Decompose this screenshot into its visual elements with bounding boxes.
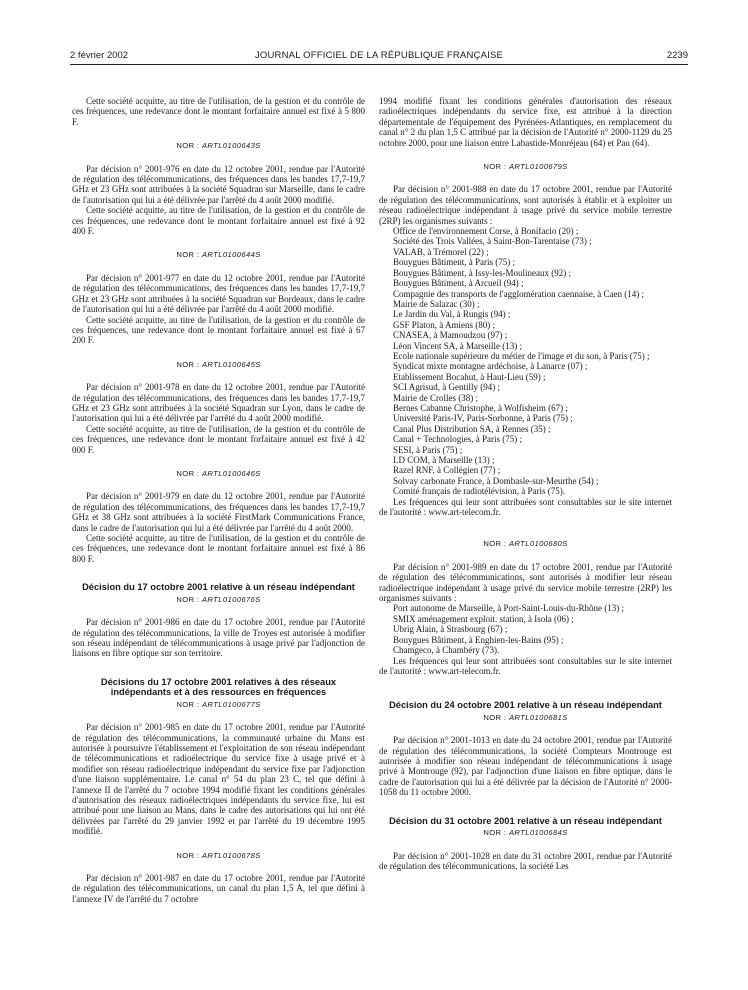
paragraph: Les fréquences qui leur sont attribuées sont consultables sur le site internet de l'autorité : www.art-telecom.fr. [379,655,672,676]
list-item: Syndicat mixte montagne ardéchoise, à Lanarce (07) ; [393,361,588,372]
nor-code: ARTL0100680S [508,539,568,549]
list-item: Compagnie des transports de l'agglomération caennaise, à Caen (14) ; [393,288,645,299]
nor-reference [72,851,365,861]
paragraph: Cette société acquitte, au titre de l'utilisation, de la gestion et du contrôle de ces fréquences, une redevance dont le montant forfaitaire annuel est fixé à 92 400 F. [72,205,365,237]
nor-code: ARTL0100645S [201,359,261,369]
list-item: Solvay carbonate France, à Dombasle-sur-Meurthe (54) ; [393,475,599,486]
paragraph: Cette société acquitte, au titre de l'utilisation, de la gestion et du contrôle de ces fréquences, une redevance dont le montant forfaitaire annuel est fixé à 5 800 F. [72,96,365,127]
list-item: VALAB, à Trémorel (22) ; [393,246,489,257]
list-item: Etablissement Bocahut, à Haut-Lieu (59) ; [393,371,546,382]
organisation-list [379,226,672,497]
nor-code: ARTL0100677S [201,699,261,709]
list-item: Léon Vincent SA, à Marseille (13) ; [393,340,523,351]
list-item: LD COM, à Marseille (13) ; [393,455,495,465]
nor-prefix: NOR : [176,850,200,860]
nor-prefix: NOR : [483,162,507,172]
nor-code: ARTL0100684S [508,828,568,838]
paragraph: Par décision n° 2001-989 en date du 17 octobre 2001, rendue par l'Autorité de régulation des télécommunications, sont autorisés à modifier leur réseau radioélectrique indépendant à usage privé du service mobile terrestre (2RP) les organismes suivants : [379,561,672,604]
paragraph: 1994 modifié fixant les conditions générales d'autorisation des réseaux radioélectriques indépendants du service fixe, est attribué à la direction départementale de l'équipement des Pyrénées-Atlantiques, en remplacement du canal n° 2 du plan 1,5 C attribué par la décision de l'Autorité n° 2000-1129 du 25 octobre 2000, pour une liaison entre Labastide-Monréjeau (64) et Pau (64). [379,96,672,148]
nor-code: ARTL0100679S [508,162,568,172]
right-column [379,96,672,871]
nor-reference [379,162,672,172]
list-item: Bouygues Bâtiment, à Enghien-les-Bains (95) ; [393,634,564,645]
page-number: 2239 [666,50,688,61]
paragraph: Par décision n° 2001-985 en date du 17 octobre 2001, rendue par l'Autorité de régulation des télécommunications, la communauté urbaine du Mans est autorisée à poursuivre l'établissement et l'exploitation de son réseau indépendant de télécommunications et radioélectrique du service fixe à usage privé et à modifier son réseau radioélectrique indépendant du service fixe par l'adjonction d'une liaison supplémentaire. Le canal n° 54 du plan 23 C, tel que défini à l'annexe II de l'arrêté du 7 octobre 1994 modifié fixant les conditions générales d'autorisation des réseaux radioélectriques indépendants du service fixe, lui est attribué pour une liaison au Mans, dans le cadre des autorisations qui lui ont été délivrées par l'arrêté du 29 janvier 1992 et par l'arrêté du 19 décembre 1995 modifié. [72,722,365,837]
nor-reference [72,360,365,370]
decision-heading: Décision du 24 octobre 2001 relative à un réseau indépendant [389,700,662,711]
paragraph: Par décision n° 2001-978 en date du 12 octobre 2001, rendue par l'Autorité de régulation des télécommunications, des fréquences dans les bandes 17,7-19,7 GHz et 23 GHz sont attribuées à la société Squadran sur Lyon, dans le cadre de l'autorisation qui lui a été délivrée par l'arrêté du 4 août 2000 modifié. [72,382,365,424]
left-column [72,96,365,904]
nor-code: ARTL0100646S [201,468,261,478]
header-date: 2 février 2002 [70,50,129,61]
list-item: GSF Platon, à Amiens (80) ; [393,319,496,330]
nor-prefix: NOR : [483,539,507,549]
list-item: Bouygues Bâtiment, à Arcueil (94) ; [393,278,524,289]
list-item: SMIX aménagement exploit. station, à Isola (06) ; [393,613,574,624]
nor-prefix: NOR : [176,699,200,709]
nor-code: ARTL0100678S [201,850,261,860]
journal-title: JOURNAL OFFICIEL DE LA RÉPUBLIQUE FRANÇAISE [254,50,504,61]
list-item: SESI, à Paris (75) ; [393,444,463,455]
list-item: Razel RNF, à Collégien (77) ; [393,465,501,476]
nor-prefix: NOR : [176,141,200,151]
list-item: Comité français de radiotélévision, à Paris (75). [393,486,565,497]
list-item: Canal Plus Distribution SA, à Rennes (35) ; [393,423,551,434]
nor-code: ARTL0100676S [201,594,261,604]
header-rule [70,64,688,65]
paragraph: Par décision n° 2001-988 en date du 17 octobre 2001, rendue par l'Autorité de régulation des télécommunications, sont autorisés à établir et à exploiter un réseau radioélectrique indépendant à usage privé du service mobile terrestre (2RP) les organismes suivants : [379,184,672,226]
paragraph: Par décision n° 2001-987 en date du 17 octobre 2001, rendue par l'Autorité de régulation des télécommunications, un canal du plan 1,5 A, tel que défini à l'annexe IV de l'arrêté du 7 octobre [72,873,365,904]
decision-heading: Décision du 31 octobre 2001 relative à un réseau indépendant [389,815,662,826]
list-item: Ecole nationale supérieure du métier de l'image et du son, à Paris (75) ; [393,350,650,361]
list-item: Port autonome de Marseille, à Port-Saint-Louis-du-Rhône (13) ; [393,603,624,614]
list-item: Office de l'environnement Corse, à Bonifacio (20) ; [393,226,579,237]
list-item: Le Jardin du Val, à Rungis (94) ; [393,309,511,320]
list-item: Bouygues Bâtiment, à Paris (75) ; [393,257,515,268]
nor-prefix: NOR : [176,359,200,369]
nor-prefix: NOR : [176,250,200,260]
nor-reference [379,713,672,723]
paragraph: Les fréquences qui leur sont attribuées sont consultables sur le site internet de l'autorité : www.art-telecom.fr. [379,496,672,518]
list-item: Bernes Cabanne Christophe, à Wolfisheim (67) ; [393,402,568,413]
page-header [70,50,688,64]
list-item: Université Paris-IV, Paris-Sorbonne, à Paris (75) ; [393,413,573,424]
list-item: Ubrig Alain, à Strasbourg (67) ; [393,624,508,635]
paragraph: Cette société acquitte, au titre de l'utilisation, de la gestion et du contrôle de ces fréquences, une redevance dont le montant forfaitaire annuel est fixé à 67 200 F. [72,314,365,346]
list-item: CNASEA, à Mamoudzou (97) ; [393,330,508,341]
paragraph: Cette société acquitte, au titre de l'utilisation, de la gestion et du contrôle de ces fréquences, une redevance dont le montant forfaitaire annuel est fixé à 42 000 F. [72,423,365,455]
list-item: Société des Trois Vallées, à Saint-Bon-Tarentaise (73) ; [393,236,592,247]
paragraph: Par décision n° 2001-976 en date du 12 octobre 2001, rendue par l'Autorité de régulation des télécommunications, des fréquences dans les bandes 17,7-19,7 GHz et 23 GHz sont attribuées à la société Squadran sur Marseille, dans le cadre de l'autorisation qui lui a été délivrée par l'arrêté du 4 août 2000 modifié. [72,163,365,205]
list-item: Chamgeco, à Chambéry (73). [393,645,500,656]
paragraph: Par décision n° 2001-1013 en date du 24 octobre 2001, rendue par l'Autorité de régulation des télécommunications, la société Compteurs Montrouge est autorisée à modifier son réseau indépendant de télécommunications à usage privé à Montrouge (92), par l'adjonction d'une liaison en fibre optique, dans le cadre de l'autorisation qui lui a été délivrée par la décision de l'Autorité n° 2000-1058 du 11 octobre 2000. [379,735,672,798]
nor-code: ARTL0100681S [508,712,568,722]
list-item: Mairie de Salazac (30) ; [393,298,480,309]
list-item: Canal + Technologies, à Paris (75) ; [393,434,523,445]
paragraph: Par décision n° 2001-986 en date du 17 octobre 2001, rendue par l'Autorité de régulation des télécommunications, la ville de Troyes est autorisée à modifier son réseau indépendant de télécommunications à usage privé par l'adjonction de liaisons en fibre optique sur son territoire. [72,617,365,659]
nor-code: ARTL0100644S [201,250,261,260]
nor-reference [72,250,365,260]
nor-reference [72,700,365,710]
paragraph: Par décision n° 2001-1028 en date du 31 octobre 2001, rendue par l'Autorité de régulation des télécommunications, la société Les [379,850,672,871]
nor-reference [379,539,672,549]
nor-reference [72,469,365,479]
decision-heading: Décisions du 17 octobre 2001 relatives à des réseaux indépendants et à des ressources en fréquences [100,676,337,698]
nor-prefix: NOR : [483,712,507,722]
nor-reference [379,828,672,838]
list-item: Mairie de Crolles (38) ; [393,392,478,403]
nor-prefix: NOR : [176,468,200,478]
list-item: SCI Agrisud, à Gentilly (94) ; [393,382,500,393]
paragraph: Par décision n° 2001-977 en date du 12 octobre 2001, rendue par l'Autorité de régulation des télécommunications, des fréquences dans les bandes 17,7-19,7 GHz et 23 GHz sont attribuées à la société Squadran sur Bordeaux, dans le cadre de l'autorisation qui lui a été délivrée par l'arrêté du 4 août 2000 modifié. [72,272,365,315]
organisation-list [379,603,672,655]
nor-prefix: NOR : [483,828,507,838]
nor-prefix: NOR : [176,594,200,604]
nor-code: ARTL0100643S [201,141,261,151]
decision-heading: Décision du 17 octobre 2001 relative à un réseau indépendant [82,582,355,593]
paragraph: Par décision n° 2001-979 en date du 12 octobre 2001, rendue par l'Autorité de régulation des télécommunications, des fréquences dans les bandes 17,7-19,7 GHz et 38 GHz sont attribuées à la société FirstMark Communications France, dans le cadre de l'autorisation qui lui a été délivrée par l'arrêté du 4 août 2000. [72,491,365,533]
nor-reference [72,595,365,605]
list-item: Bouygues Bâtiment, à Issy-les-Moulineaux (92) ; [393,267,571,278]
nor-reference [72,141,365,151]
paragraph: Cette société acquitte, au titre de l'utilisation, de la gestion et du contrôle de ces fréquences, une redevance dont le montant forfaitaire annuel est fixé à 86 800 F. [72,533,365,564]
